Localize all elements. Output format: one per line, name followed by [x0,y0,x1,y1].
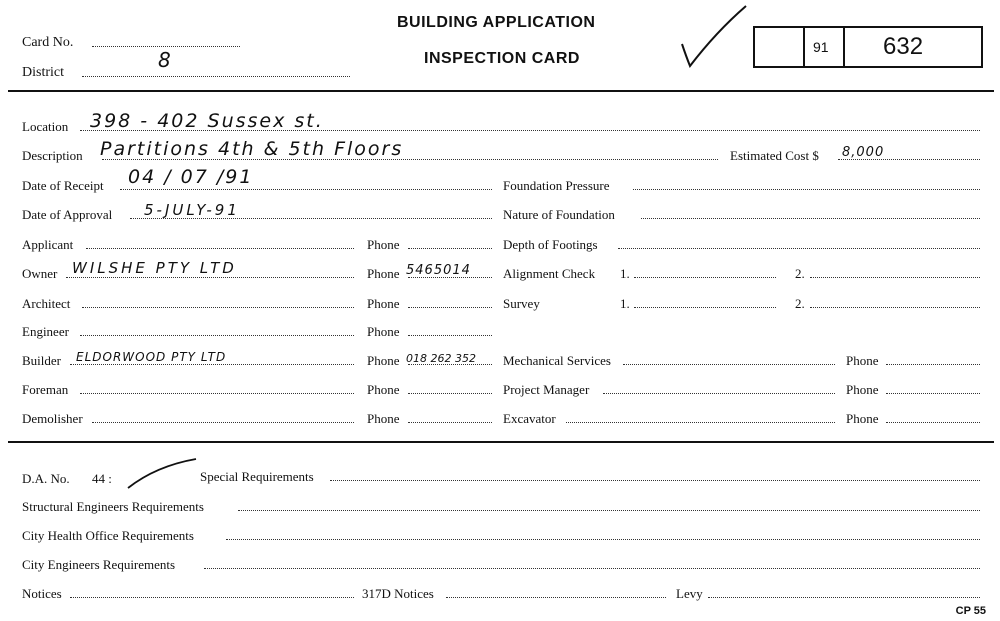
alignment-check-label: Alignment Check [503,266,596,281]
date-of-receipt-line[interactable] [120,189,492,190]
date-of-approval-label: Date of Approval [22,207,113,222]
foreman-phone-label: Phone [367,382,400,397]
lower-divider [8,441,994,443]
location-label: Location [22,119,69,134]
location-value: 398 - 402 Sussex st. [90,110,324,132]
mechanical-services-phone-label: Phone [846,353,879,368]
notices-317d-label: 317D Notices [362,586,434,601]
da-no-slash-mark [126,456,198,492]
check-mark-icon [676,4,752,72]
survey-label: Survey [503,296,540,311]
project-manager-phone-label: Phone [846,382,879,397]
demolisher-line[interactable] [92,422,354,423]
alignment-check-item-1: 1. [620,266,630,281]
notices-317d-line[interactable] [446,597,666,598]
architect-line[interactable] [82,307,354,308]
applicant-label: Applicant [22,237,74,252]
description-label: Description [22,148,83,163]
special-requirements-label: Special Requirements [200,469,314,484]
demolisher-phone-line[interactable] [408,422,492,423]
builder-value: ELDORWOOD PTY LTD [76,350,227,364]
mechanical-services-label: Mechanical Services [503,353,611,368]
nature-of-foundation-line[interactable] [641,218,980,219]
estimated-cost-label: Estimated Cost $ [730,148,819,163]
card-year: 91 [813,39,829,55]
da-no-value: 44 : [92,471,112,486]
city-health-line[interactable] [226,539,980,540]
engineer-line[interactable] [80,335,354,336]
foundation-pressure-label: Foundation Pressure [503,178,610,193]
title-line-1: BUILDING APPLICATION [397,14,596,31]
foreman-label: Foreman [22,382,69,397]
foreman-phone-line[interactable] [408,393,492,394]
demolisher-label: Demolisher [22,411,83,426]
survey-line-1[interactable] [634,307,776,308]
notices-line[interactable] [70,597,354,598]
district-line[interactable] [82,76,350,77]
alignment-check-item-2: 2. [795,266,805,281]
city-engineers-label: City Engineers Requirements [22,557,176,572]
engineer-label: Engineer [22,324,69,339]
card-no-line[interactable] [92,46,240,47]
levy-label: Levy [676,586,703,601]
owner-value: WILSHE PTY LTD [72,259,237,277]
excavator-phone-label: Phone [846,411,879,426]
city-health-label: City Health Office Requirements [22,528,194,543]
excavator-line[interactable] [566,422,835,423]
nature-of-foundation-label: Nature of Foundation [503,207,615,222]
card-no-label: Card No. [22,35,74,50]
depth-of-footings-label: Depth of Footings [503,237,598,252]
builder-label: Builder [22,353,61,368]
project-manager-label: Project Manager [503,382,590,397]
special-requirements-line[interactable] [330,480,980,481]
survey-item-1: 1. [620,296,630,311]
survey-item-2: 2. [795,296,805,311]
district-label: District [22,65,64,80]
mechanical-services-phone-line[interactable] [886,364,980,365]
description-value: Partitions 4th & 5th Floors [100,138,404,160]
date-of-receipt-value: 04 / 07 /91 [128,166,254,188]
structural-engineers-line[interactable] [238,510,980,511]
demolisher-phone-label: Phone [367,411,400,426]
survey-line-2[interactable] [810,307,980,308]
engineer-phone-label: Phone [367,324,400,339]
excavator-phone-line[interactable] [886,422,980,423]
foreman-line[interactable] [80,393,354,394]
notices-label: Notices [22,586,62,601]
engineer-phone-line[interactable] [408,335,492,336]
builder-phone-label: Phone [367,353,400,368]
alignment-check-line-2[interactable] [810,277,980,278]
date-of-approval-value: 5-JULY-91 [144,201,240,219]
applicant-line[interactable] [86,248,354,249]
estimated-cost-value: 8,000 [842,145,885,160]
depth-of-footings-line[interactable] [618,248,980,249]
form-code: CP 55 [955,605,986,617]
card-number: 632 [883,33,924,60]
project-manager-line[interactable] [603,393,835,394]
alignment-check-line-1[interactable] [634,277,776,278]
architect-label: Architect [22,296,71,311]
mechanical-services-line[interactable] [623,364,835,365]
da-no-label: D.A. No. [22,471,70,486]
owner-label: Owner [22,266,58,281]
district-value: 8 [158,48,173,72]
project-manager-phone-line[interactable] [886,393,980,394]
structural-engineers-label: Structural Engineers Requirements [22,499,204,514]
architect-phone-line[interactable] [408,307,492,308]
applicant-phone-label: Phone [367,237,400,252]
date-of-receipt-label: Date of Receipt [22,178,104,193]
card-number-box [753,26,983,68]
city-engineers-line[interactable] [204,568,980,569]
header-divider [8,90,994,92]
applicant-phone-line[interactable] [408,248,492,249]
title-line-2: INSPECTION CARD [424,50,580,67]
owner-phone-label: Phone [367,266,400,281]
builder-phone-value: 018 262 352 [406,352,476,365]
architect-phone-label: Phone [367,296,400,311]
foundation-pressure-line[interactable] [633,189,980,190]
excavator-label: Excavator [503,411,556,426]
levy-line[interactable] [708,597,980,598]
owner-phone-value: 5465014 [406,263,471,278]
